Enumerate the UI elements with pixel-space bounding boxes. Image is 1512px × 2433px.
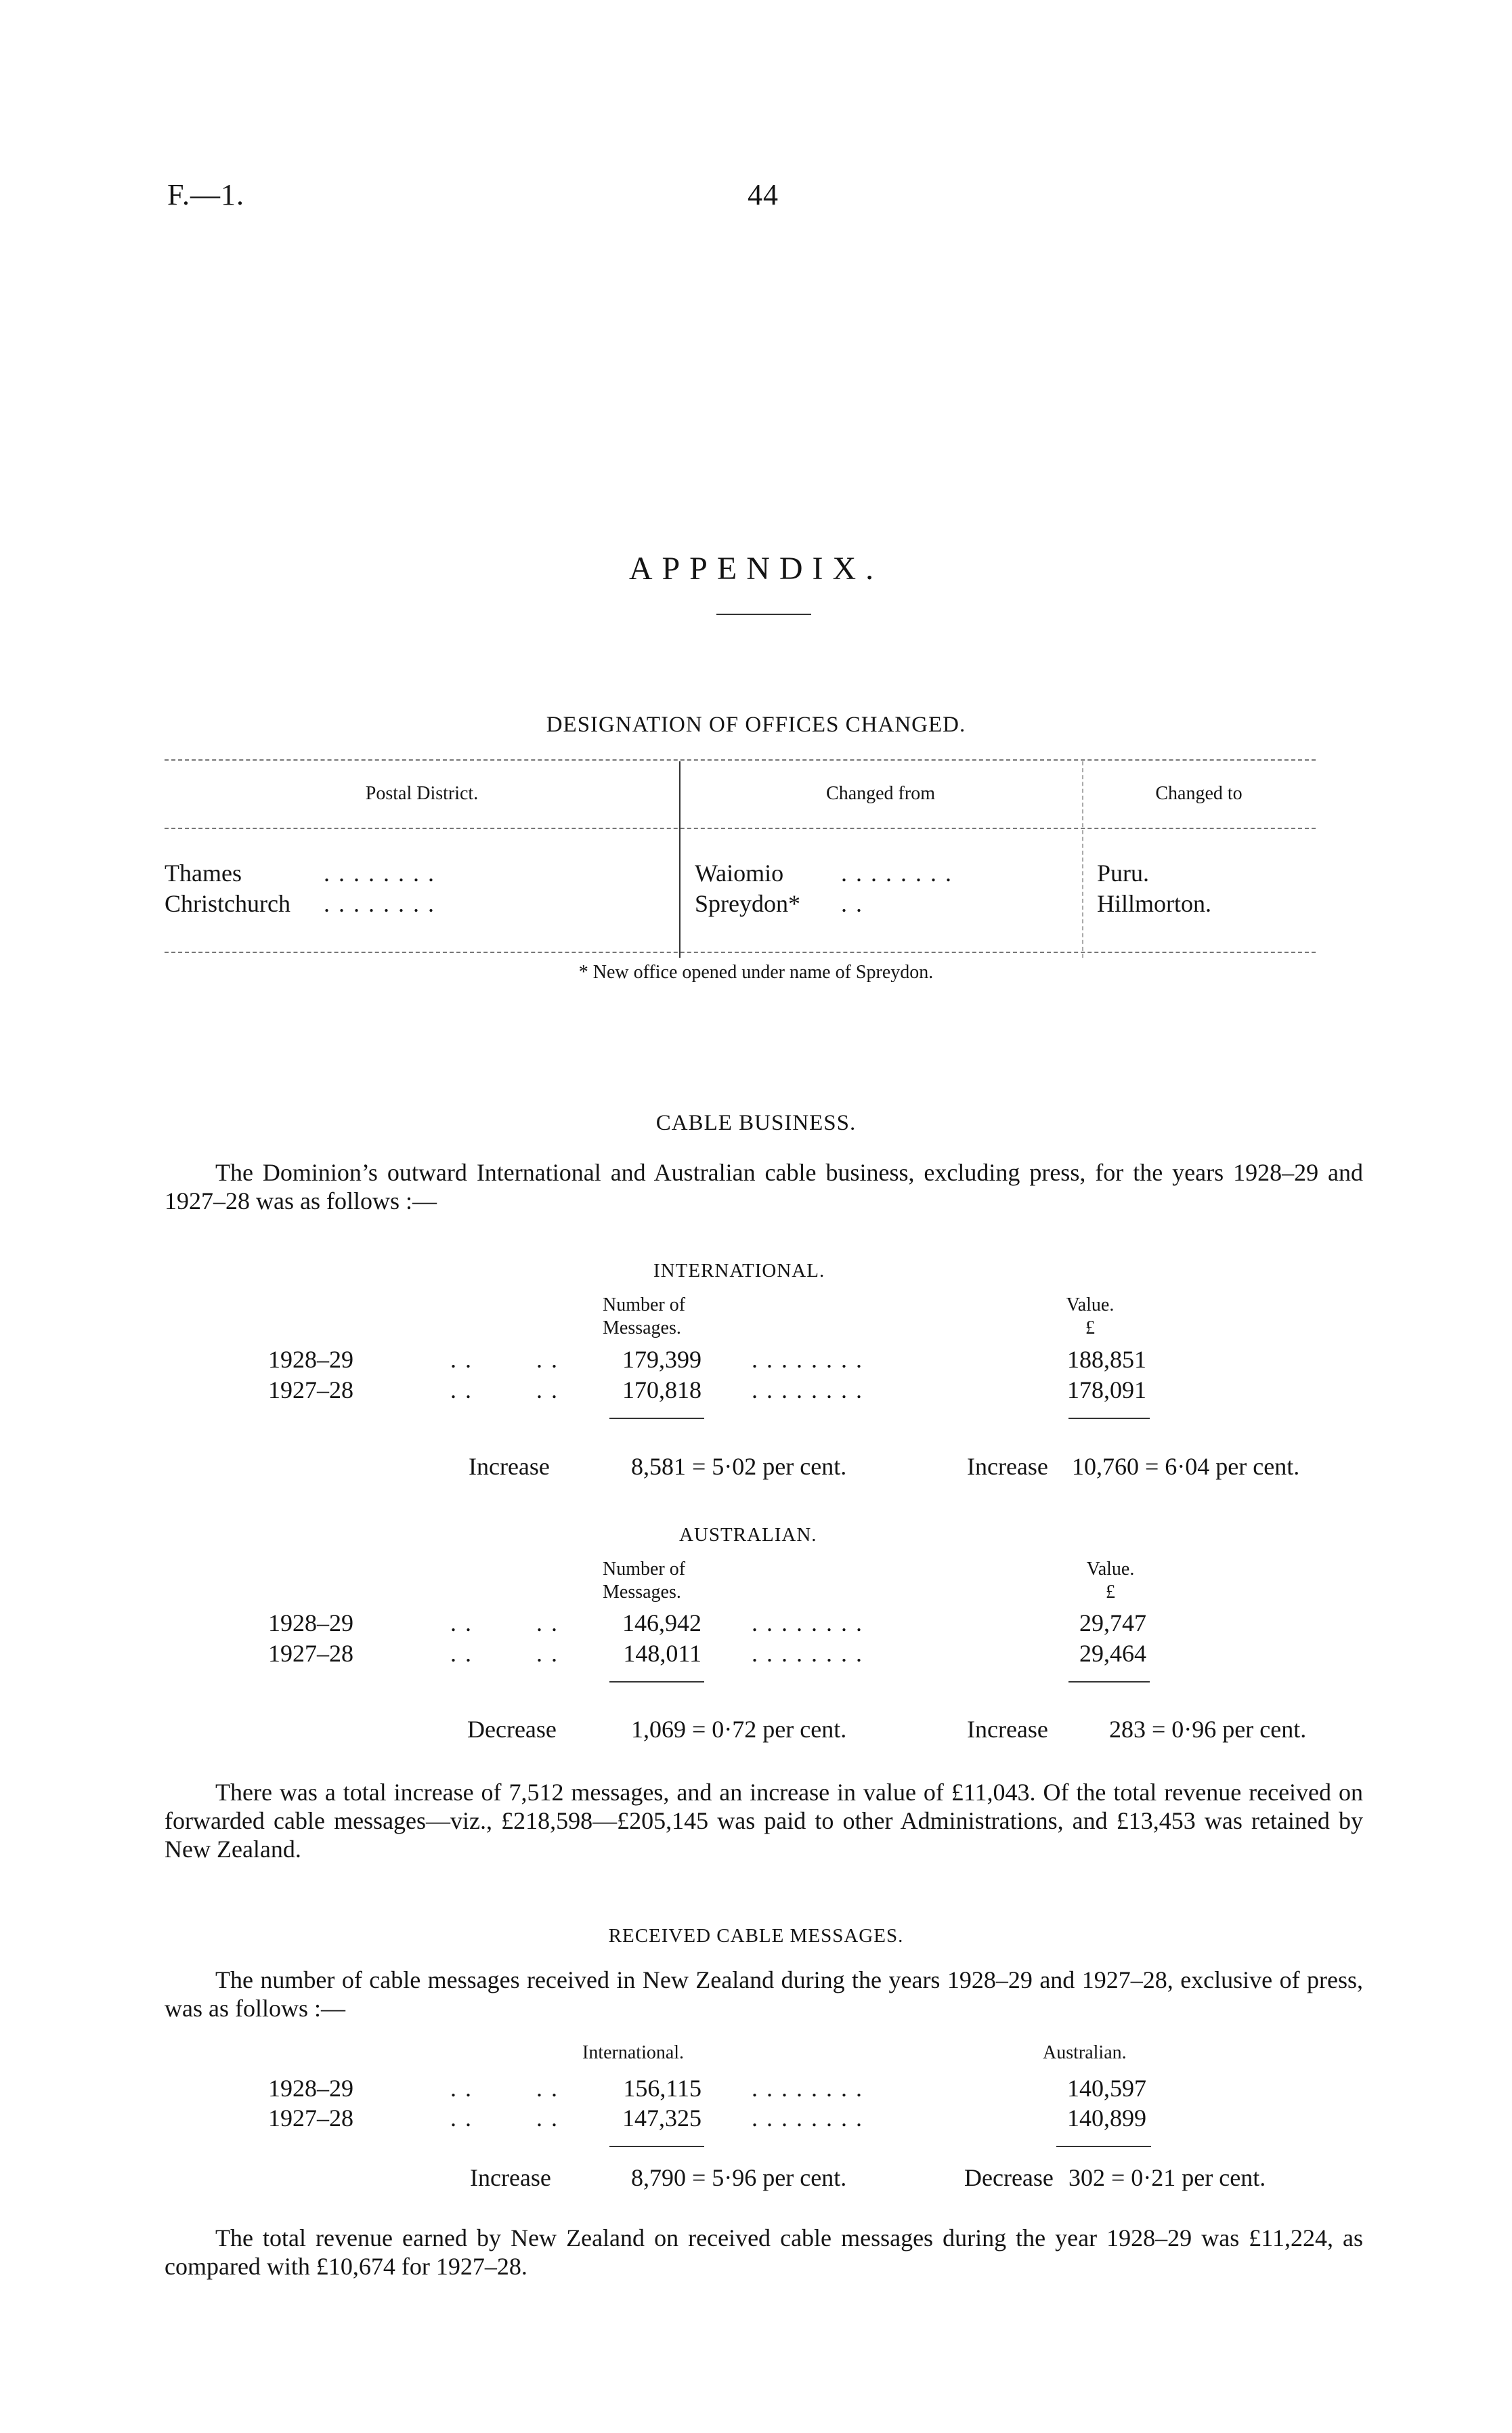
leader-dots: . . (536, 1640, 559, 1667)
footnote: * New office opened under name of Spreydon. (578, 962, 934, 983)
summary-figure: 8,581 = 5·02 per cent. (631, 1453, 847, 1480)
year-cell: 1927–28 (268, 1640, 353, 1667)
australian-cell: 140,597 (1067, 2075, 1146, 2102)
district-cell: Thames (165, 860, 242, 887)
column-header-changed-from: Changed from (826, 783, 935, 804)
cable-intro-paragraph: The Dominion’s outward International and Australian cable business, excluding press, for the years 1928–29 and 1927–28 was as follows :— (165, 1159, 1363, 1214)
column-header-postal-district: Postal District. (365, 783, 479, 804)
year-cell: 1927–28 (268, 2104, 353, 2132)
sum-rule (609, 1681, 704, 1683)
leader-dots: . . (536, 1609, 559, 1636)
australian-column-header: Australian. (1043, 2042, 1127, 2063)
sum-rule (1068, 1418, 1150, 1419)
sum-rule (1056, 2146, 1151, 2147)
leader-dots: . . (450, 1346, 473, 1373)
designation-heading: DESIGNATION OF OFFICES CHANGED. (546, 713, 966, 737)
cable-closing-paragraph: There was a total increase of 7,512 messages, and an increase in value of £11,043. Of the total revenue received on forwarded cable messages—viz., £218,598—£205,145 was paid to other Administrations, and £13,453 was retained by New Zealand. (165, 1779, 1363, 1863)
leader-dots: . . (536, 2104, 559, 2132)
messages-header-line: Number of (603, 1294, 686, 1315)
document-reference: F.—1. (167, 178, 244, 211)
year-cell: 1928–29 (268, 1609, 353, 1636)
messages-cell: 170,818 (622, 1376, 701, 1403)
appendix-title: APPENDIX. (628, 551, 884, 587)
column-header-changed-to: Changed to (1155, 783, 1243, 804)
changed-from-cell: Spreydon* (695, 890, 800, 917)
value-header-line: £ (1106, 1582, 1115, 1603)
received-heading: RECEIVED CABLE MESSAGES. (608, 1925, 904, 1947)
summary-label: Increase (967, 1716, 1048, 1743)
value-cell: 178,091 (1067, 1376, 1146, 1403)
leader-dots: . . . . . . . . (752, 1640, 863, 1667)
sum-rule (609, 1418, 704, 1419)
australian-heading: AUSTRALIAN. (679, 1524, 817, 1546)
leader-dots: . . . . . . . . (752, 1376, 863, 1403)
messages-cell: 148,011 (623, 1640, 701, 1667)
leader-dots: . . (450, 1376, 473, 1403)
messages-cell: 146,942 (622, 1609, 701, 1636)
messages-header-line: Messages. (603, 1317, 681, 1338)
summary-figure: 8,790 = 5·96 per cent. (631, 2164, 847, 2191)
australian-cell: 140,899 (1067, 2104, 1146, 2132)
messages-header-line: Messages. (603, 1582, 681, 1603)
messages-column-header (603, 1558, 685, 1604)
leader-dots: . . . . . . . . (752, 2104, 863, 2132)
summary-figure: 10,760 = 6·04 per cent. (1072, 1453, 1300, 1480)
leader-dots: . . (450, 1609, 473, 1636)
messages-header-line: Number of (603, 1559, 686, 1580)
messages-column-header (603, 1294, 685, 1340)
leader-dots: . . . . . . . . (324, 860, 435, 887)
summary-label: Decrease (964, 2164, 1054, 2191)
table-top-rule (165, 759, 1316, 761)
summary-figure: 1,069 = 0·72 per cent. (631, 1716, 847, 1743)
leader-dots: . . (450, 2104, 473, 2132)
leader-dots: . . (841, 890, 863, 917)
value-cell: 29,747 (1079, 1609, 1146, 1636)
year-cell: 1928–29 (268, 1346, 353, 1373)
international-cell: 156,115 (623, 2075, 701, 2102)
international-column-header: International. (582, 2042, 685, 2063)
page-number: 44 (748, 178, 779, 211)
leader-dots: . . . . . . . . (752, 1346, 863, 1373)
leader-dots: . . (450, 1640, 473, 1667)
header-rule (165, 828, 1316, 829)
value-header-line: £ (1085, 1317, 1095, 1338)
leader-dots: . . . . . . . . (324, 890, 435, 917)
leader-dots: . . (536, 1376, 559, 1403)
sum-rule (609, 2146, 704, 2147)
international-cell: 147,325 (622, 2104, 701, 2132)
leader-dots: . . (536, 1346, 559, 1373)
changed-to-cell: Puru. (1097, 860, 1150, 887)
value-cell: 29,464 (1079, 1640, 1146, 1667)
summary-figure: 283 = 0·96 per cent. (1109, 1716, 1307, 1743)
value-cell: 188,851 (1067, 1346, 1146, 1373)
year-cell: 1928–29 (268, 2075, 353, 2102)
year-cell: 1927–28 (268, 1376, 353, 1403)
messages-cell: 179,399 (622, 1346, 701, 1373)
cable-business-heading: CABLE BUSINESS. (655, 1111, 857, 1135)
value-header-line: Value. (1086, 1559, 1135, 1580)
title-underline (716, 614, 811, 615)
leader-dots: . . . . . . . . (752, 2075, 863, 2102)
received-intro-paragraph: The number of cable messages received in New Zealand during the years 1928–29 and 1927–28, exclusive of press, was as follows :— (165, 1966, 1363, 2022)
sum-rule (1068, 1681, 1150, 1683)
summary-figure: 302 = 0·21 per cent. (1068, 2164, 1266, 2191)
leader-dots: . . (450, 2075, 473, 2102)
received-closing-paragraph: The total revenue earned by New Zealand on received cable messages during the year 1928–29 was £11,224, as compared with £10,674 for 1927–28. (165, 2224, 1363, 2280)
district-cell: Christchurch (165, 890, 290, 917)
value-column-header (1077, 1558, 1144, 1604)
summary-label: Increase (470, 2164, 551, 2191)
international-heading: INTERNATIONAL. (653, 1260, 825, 1282)
leader-dots: . . . . . . . . (841, 860, 953, 887)
summary-label: Increase (967, 1453, 1048, 1480)
changed-from-cell: Waiomio (695, 860, 784, 887)
value-header-line: Value. (1066, 1294, 1115, 1315)
summary-label: Increase (469, 1453, 550, 1480)
leader-dots: . . . . . . . . (752, 1609, 863, 1636)
changed-to-cell: Hillmorton. (1097, 890, 1211, 917)
summary-label: Decrease (467, 1716, 557, 1743)
value-column-header (1056, 1294, 1124, 1340)
leader-dots: . . (536, 2075, 559, 2102)
table-bottom-rule (165, 952, 1316, 953)
